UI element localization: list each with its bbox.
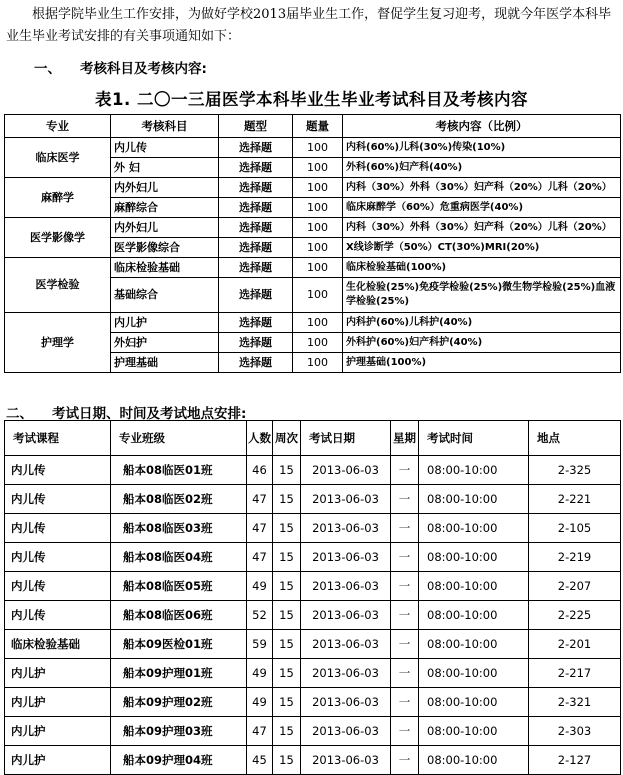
course-cell: 内儿护 <box>5 717 111 746</box>
place-cell: 2-325 <box>529 456 621 485</box>
table1-caption: 表1. 二〇一三届医学本科毕业生毕业考试科目及考核内容 <box>95 90 528 109</box>
time-cell: 08:00-10:00 <box>419 630 529 659</box>
people-cell: 45 <box>247 746 273 775</box>
table-row <box>5 659 621 688</box>
week-cell: 15 <box>273 717 301 746</box>
schedule-table <box>4 420 621 775</box>
class-cell: 船本08临医03班 <box>111 514 247 543</box>
place-cell: 2-225 <box>529 601 621 630</box>
week-cell: 15 <box>273 746 301 775</box>
count-cell: 100 <box>293 278 343 313</box>
week-cell: 15 <box>273 688 301 717</box>
count-cell: 100 <box>293 313 343 333</box>
section-heading-2 <box>6 402 246 422</box>
table-row <box>5 258 621 278</box>
class-cell: 船本09护理02班 <box>111 688 247 717</box>
place-cell: 2-105 <box>529 514 621 543</box>
place-cell: 2-201 <box>529 630 621 659</box>
subject-cell: 麻醉综合 <box>111 198 219 218</box>
content-cell: 内科（30%）外科（30%）妇产科（20%）儿科（20%） <box>343 218 621 238</box>
weekday-cell: 一 <box>391 485 419 514</box>
place-cell: 2-221 <box>529 485 621 514</box>
class-cell: 船本08临医02班 <box>111 485 247 514</box>
class-cell: 船本09护理04班 <box>111 746 247 775</box>
subject-cell: 基础综合 <box>111 278 219 313</box>
weekday-cell: 一 <box>391 746 419 775</box>
table-row <box>5 218 621 238</box>
class-cell: 船本09医检01班 <box>111 630 247 659</box>
class-cell: 船本09护理01班 <box>111 659 247 688</box>
table-row <box>5 717 621 746</box>
major-cell: 护理学 <box>5 313 111 373</box>
date-cell: 2013-06-03 <box>301 630 391 659</box>
people-cell: 46 <box>247 456 273 485</box>
content-cell: 临床麻醉学（60%）危重病医学(40%) <box>343 198 621 218</box>
subject-cell: 临床检验基础 <box>111 258 219 278</box>
week-cell: 15 <box>273 572 301 601</box>
weekday-cell: 一 <box>391 717 419 746</box>
header-count: 题量 <box>293 115 343 138</box>
course-cell: 内儿护 <box>5 688 111 717</box>
date-cell: 2013-06-03 <box>301 746 391 775</box>
people-cell: 49 <box>247 659 273 688</box>
count-cell: 100 <box>293 218 343 238</box>
subject-cell: 外 妇 <box>111 158 219 178</box>
count-cell: 100 <box>293 258 343 278</box>
content-cell: 护理基础(100%) <box>343 353 621 373</box>
count-cell: 100 <box>293 138 343 158</box>
course-cell: 内儿传 <box>5 456 111 485</box>
people-cell: 47 <box>247 543 273 572</box>
subject-cell: 外妇护 <box>111 333 219 353</box>
subject-cell: 内外妇儿 <box>111 178 219 198</box>
weekday-cell: 一 <box>391 543 419 572</box>
type-cell: 选择题 <box>219 258 293 278</box>
content-cell: 外科(60%)妇产科(40%) <box>343 158 621 178</box>
course-cell: 内儿传 <box>5 514 111 543</box>
header-content: 考核内容（比例） <box>343 115 621 138</box>
weekday-cell: 一 <box>391 688 419 717</box>
class-cell: 船本09护理03班 <box>111 717 247 746</box>
header-type: 题型 <box>219 115 293 138</box>
type-cell: 选择题 <box>219 353 293 373</box>
header-major: 专业 <box>5 115 111 138</box>
type-cell: 选择题 <box>219 333 293 353</box>
weekday-cell: 一 <box>391 572 419 601</box>
subjects-table-body <box>5 138 621 373</box>
subject-cell: 医学影像综合 <box>111 238 219 258</box>
subject-cell: 内儿护 <box>111 313 219 333</box>
place-cell: 2-321 <box>529 688 621 717</box>
time-cell: 08:00-10:00 <box>419 456 529 485</box>
table-row <box>5 630 621 659</box>
place-cell: 2-127 <box>529 746 621 775</box>
header-people: 人数 <box>247 421 273 456</box>
schedule-table-body <box>5 456 621 775</box>
table-row <box>5 601 621 630</box>
week-cell: 15 <box>273 601 301 630</box>
time-cell: 08:00-10:00 <box>419 514 529 543</box>
time-cell: 08:00-10:00 <box>419 746 529 775</box>
place-cell: 2-219 <box>529 543 621 572</box>
major-cell: 医学影像学 <box>5 218 111 258</box>
date-cell: 2013-06-03 <box>301 485 391 514</box>
date-cell: 2013-06-03 <box>301 572 391 601</box>
class-cell: 船本08临医05班 <box>111 572 247 601</box>
week-cell: 15 <box>273 485 301 514</box>
date-cell: 2013-06-03 <box>301 601 391 630</box>
people-cell: 47 <box>247 485 273 514</box>
subjects-table <box>4 114 621 373</box>
header-time: 考试时间 <box>419 421 529 456</box>
section-number: 一、 <box>34 61 61 77</box>
content-cell: 内科(60%)儿科(30%)传染(10%) <box>343 138 621 158</box>
count-cell: 100 <box>293 333 343 353</box>
table-row <box>5 313 621 333</box>
class-cell: 船本08临医01班 <box>111 456 247 485</box>
course-cell: 内儿传 <box>5 485 111 514</box>
course-cell: 内儿传 <box>5 572 111 601</box>
intro-paragraph: 根据学院毕业生工作安排，为做好学校2013届毕业生工作，督促学生复习迎考，现就今年医学本科毕业生毕业考试安排的有关事项通知如下： <box>6 7 612 44</box>
week-cell: 15 <box>273 543 301 572</box>
people-cell: 47 <box>247 717 273 746</box>
subject-cell: 内外妇儿 <box>111 218 219 238</box>
time-cell: 08:00-10:00 <box>419 688 529 717</box>
header-week: 周次 <box>273 421 301 456</box>
weekday-cell: 一 <box>391 601 419 630</box>
type-cell: 选择题 <box>219 278 293 313</box>
section-number: 二、 <box>6 406 33 422</box>
content-cell: 生化检验(25%)免疫学检验(25%)微生物学检验(25%)血液学检验(25%) <box>343 278 621 313</box>
header-course: 考试课程 <box>5 421 111 456</box>
header-place: 地点 <box>529 421 621 456</box>
people-cell: 49 <box>247 572 273 601</box>
table-row <box>5 485 621 514</box>
count-cell: 100 <box>293 178 343 198</box>
subject-cell: 内儿传 <box>111 138 219 158</box>
header-date: 考试日期 <box>301 421 391 456</box>
count-cell: 100 <box>293 158 343 178</box>
header-weekday: 星期 <box>391 421 419 456</box>
type-cell: 选择题 <box>219 238 293 258</box>
time-cell: 08:00-10:00 <box>419 659 529 688</box>
course-cell: 内儿护 <box>5 746 111 775</box>
section-title: 考试日期、时间及考试地点安排: <box>52 406 247 422</box>
people-cell: 49 <box>247 688 273 717</box>
table-row <box>5 688 621 717</box>
place-cell: 2-303 <box>529 717 621 746</box>
table-header-row <box>5 115 621 138</box>
time-cell: 08:00-10:00 <box>419 601 529 630</box>
class-cell: 船本08临医06班 <box>111 601 247 630</box>
type-cell: 选择题 <box>219 218 293 238</box>
table-row <box>5 746 621 775</box>
course-cell: 内儿传 <box>5 543 111 572</box>
date-cell: 2013-06-03 <box>301 688 391 717</box>
weekday-cell: 一 <box>391 630 419 659</box>
week-cell: 15 <box>273 514 301 543</box>
date-cell: 2013-06-03 <box>301 514 391 543</box>
place-cell: 2-207 <box>529 572 621 601</box>
major-cell: 临床医学 <box>5 138 111 178</box>
weekday-cell: 一 <box>391 659 419 688</box>
date-cell: 2013-06-03 <box>301 456 391 485</box>
section-title: 考核科目及考核内容: <box>80 61 207 77</box>
course-cell: 内儿护 <box>5 659 111 688</box>
course-cell: 内儿传 <box>5 601 111 630</box>
date-cell: 2013-06-03 <box>301 717 391 746</box>
count-cell: 100 <box>293 353 343 373</box>
subject-cell: 护理基础 <box>111 353 219 373</box>
type-cell: 选择题 <box>219 138 293 158</box>
count-cell: 100 <box>293 238 343 258</box>
content-cell: X线诊断学（50%）CT(30%)MRI(20%) <box>343 238 621 258</box>
content-cell: 临床检验基础(100%) <box>343 258 621 278</box>
people-cell: 59 <box>247 630 273 659</box>
content-cell: 外科护(60%)妇产科护(40%) <box>343 333 621 353</box>
weekday-cell: 一 <box>391 456 419 485</box>
section-heading-1 <box>34 57 207 77</box>
count-cell: 100 <box>293 198 343 218</box>
week-cell: 15 <box>273 456 301 485</box>
table-row <box>5 178 621 198</box>
table-row <box>5 138 621 158</box>
time-cell: 08:00-10:00 <box>419 543 529 572</box>
week-cell: 15 <box>273 659 301 688</box>
class-cell: 船本08临医04班 <box>111 543 247 572</box>
content-cell: 内科护(60%)儿科护(40%) <box>343 313 621 333</box>
table-row <box>5 543 621 572</box>
date-cell: 2013-06-03 <box>301 543 391 572</box>
header-class: 专业班级 <box>111 421 247 456</box>
table-row <box>5 514 621 543</box>
time-cell: 08:00-10:00 <box>419 572 529 601</box>
major-cell: 麻醉学 <box>5 178 111 218</box>
type-cell: 选择题 <box>219 313 293 333</box>
people-cell: 52 <box>247 601 273 630</box>
place-cell: 2-217 <box>529 659 621 688</box>
major-cell: 医学检验 <box>5 258 111 313</box>
course-cell: 临床检验基础 <box>5 630 111 659</box>
content-cell: 内科（30%）外科（30%）妇产科（20%）儿科（20%） <box>343 178 621 198</box>
time-cell: 08:00-10:00 <box>419 717 529 746</box>
date-cell: 2013-06-03 <box>301 659 391 688</box>
weekday-cell: 一 <box>391 514 419 543</box>
table-header-row <box>5 421 621 456</box>
header-subject: 考核科目 <box>111 115 219 138</box>
table-row <box>5 572 621 601</box>
type-cell: 选择题 <box>219 198 293 218</box>
type-cell: 选择题 <box>219 158 293 178</box>
week-cell: 15 <box>273 630 301 659</box>
type-cell: 选择题 <box>219 178 293 198</box>
time-cell: 08:00-10:00 <box>419 485 529 514</box>
people-cell: 47 <box>247 514 273 543</box>
table-row <box>5 456 621 485</box>
